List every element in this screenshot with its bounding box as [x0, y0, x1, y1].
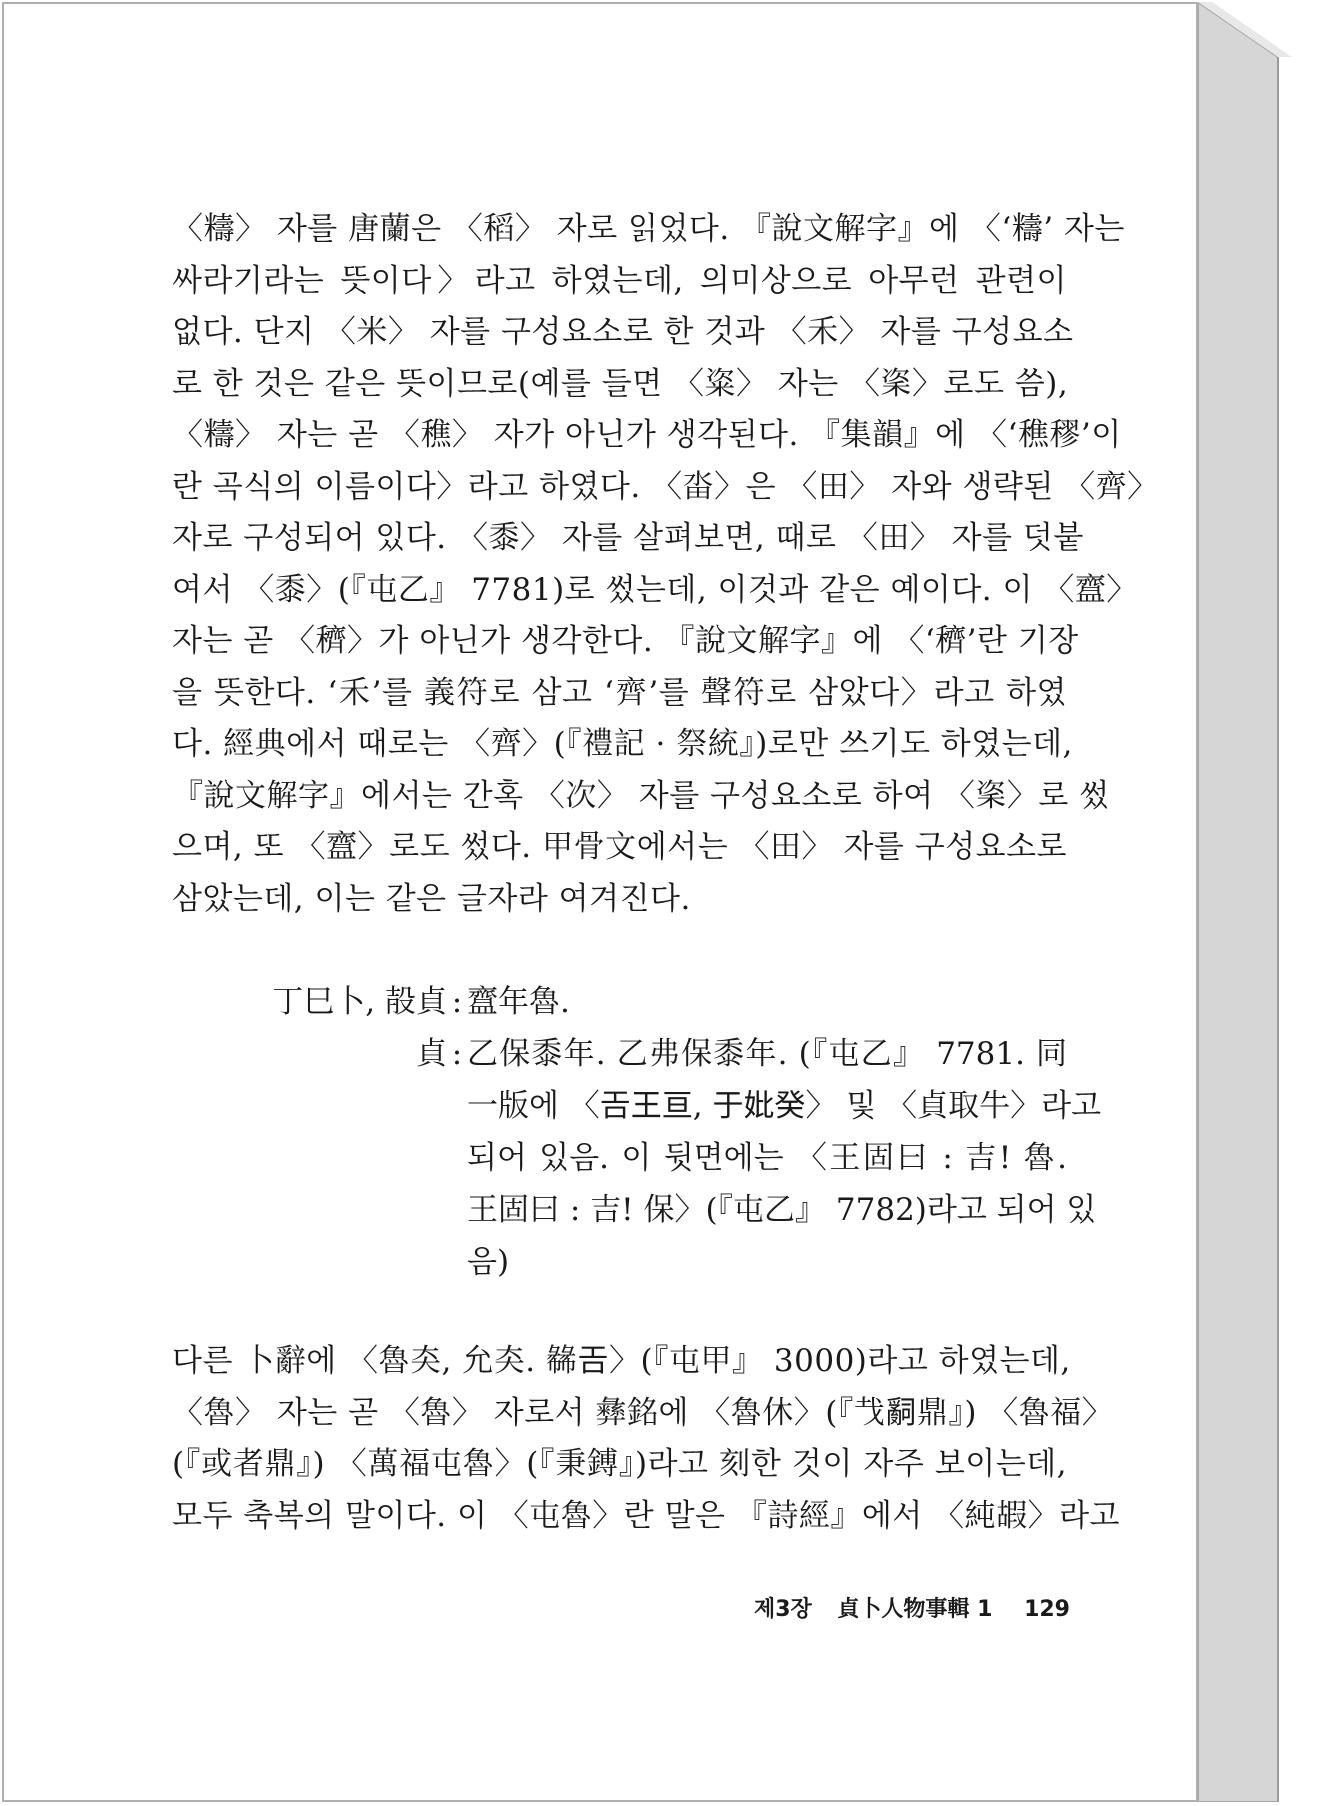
text-line: 乙保黍年. 乙弗保黍年. (『屯乙』 7781. 同 [467, 1036, 1067, 1072]
body-paragraph-1 [172, 204, 1159, 925]
text-line: 자는 곧 〈穧〉가 아닌가 생각한다. 『說文解字』에 〈‘穧’란 기장 [172, 623, 1079, 659]
text-line: 되어 있음. 이 뒷면에는 〈王固曰 : 吉! 魯. [467, 1140, 1067, 1176]
footer-chapter: 제3장 [753, 1597, 812, 1622]
text-line: 을 뜻한다. ‘禾’를 義符로 삼고 ‘齊’를 聲符로 삼았다〉라고 하였 [172, 674, 1067, 711]
page-number: 129 [1024, 1597, 1070, 1622]
text-line: 싸라기라는 뜻이다〉라고 하였는데, 의미상으로 아무런 관련이 [172, 262, 1067, 299]
running-footer [700, 1592, 1070, 1623]
text-line: 음) [467, 1244, 510, 1280]
inscription-row-2 [232, 1028, 1102, 1288]
text-line: 여서 〈黍〉(『屯乙』 7781)로 썼는데, 이것과 같은 예이다. 이 〈齍〉 [172, 571, 1138, 608]
oracle-inscription [232, 976, 1102, 1288]
inscription-text [467, 1028, 1102, 1288]
text-line: 모두 축복의 말이다. 이 〈屯魯〉란 말은 『詩經』에서 〈純嘏〉라고 [172, 1497, 1120, 1534]
text-line: 〈魯〉 자는 곧 〈魯〉 자로서 彝銘에 〈魯休〉(『𢦏𤔲鼎』) 〈魯福〉 [172, 1394, 1114, 1431]
inscription-label: 丁巳卜, 㱿貞 [272, 984, 447, 1020]
text-line: 없다. 단지 〈米〉 자를 구성요소로 한 것과 〈禾〉 자를 구성요소 [172, 314, 1074, 350]
text-line: 란 곡식의 이름이다〉라고 하였다. 〈畓〉은 〈田〉 자와 생략된 〈齊〉 [172, 468, 1159, 505]
text-line: 〈䊭〉 자는 곧 〈穛〉 자가 아닌가 생각된다. 『集韻』에 〈‘穛穋’이 [172, 417, 1122, 453]
body-paragraph-2 [172, 1336, 1120, 1542]
text-line: 『說文解字』에서는 간혹 〈次〉 자를 구성요소로 하여 〈秶〉로 썼 [172, 777, 1110, 814]
text-line: 삼았는데, 이는 같은 글자라 여겨진다. [172, 880, 691, 917]
text-line: 다른 卜辭에 〈魯㚐, 允㚐. 㣈𢀛〉(『屯甲』 3000)라고 하였는데, [172, 1343, 1071, 1379]
text-line: 王固曰 : 吉! 保〉(『屯乙』 7782)라고 되어 있 [467, 1192, 1097, 1228]
page-edge-shape [1198, 2, 1340, 1802]
inscription-colon: : [451, 984, 463, 1020]
text-line: 〈䊭〉 자를 唐蘭은 〈稻〉 자로 읽었다. 『說文解字』에 〈‘䊭’ 자는 [172, 211, 1125, 247]
inscription-row-1 [232, 976, 1067, 1028]
inscription-text [467, 976, 1067, 1028]
text-line: 齍年魯. [467, 984, 570, 1020]
text-line: (『或者鼎』) 〈萬福屯魯〉(『秉鎛』)라고 刻한 것이 자주 보이는데, [172, 1446, 1067, 1482]
inscription-colon: : [451, 1036, 463, 1072]
text-line: 자로 구성되어 있다. 〈黍〉 자를 살펴보면, 때로 〈田〉 자를 덧붙 [172, 520, 1084, 556]
text-line: 로 한 것은 같은 뜻이므로(예를 들면 〈粢〉 자는 〈秶〉로도 씀), [172, 365, 1069, 402]
footer-title: 貞卜人物事輯 1 [837, 1597, 993, 1622]
text-line: 으며, 또 〈齍〉로도 썼다. 甲骨文에서는 〈田〉 자를 구성요소로 [172, 829, 1067, 865]
text-line: 一版에 〈𢀛王亘, 于妣癸〉 및 〈貞取牛〉라고 [467, 1088, 1102, 1124]
inscription-label: 貞 [416, 1036, 447, 1072]
text-line: 다. 經典에서 때로는 〈齊〉(『禮記 · 祭統』)로만 쓰기도 하였는데, [172, 726, 1073, 762]
page-edge [1198, 2, 1340, 1802]
